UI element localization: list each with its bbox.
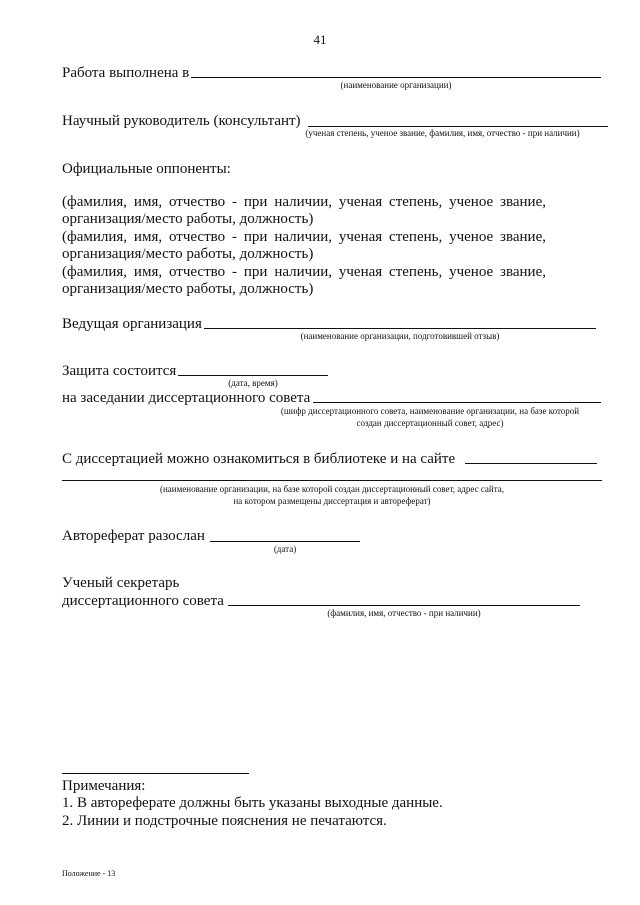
notes-separator xyxy=(62,773,249,774)
leading-org-line xyxy=(204,328,596,329)
defense-label: Защита состоится xyxy=(62,363,177,379)
library-caption-line1: (наименование организации, на базе которой создан диссертационный совет, адрес сайта, xyxy=(159,484,505,494)
secretary-label-line2: диссертационного совета xyxy=(62,593,224,609)
supervisor-line xyxy=(308,126,608,127)
opponent-3-line1: (фамилия, имя, отчество - при наличии, ученая степень, ученое звание, xyxy=(62,264,546,280)
defense-caption: (дата, время) xyxy=(228,378,278,388)
opponent-1-line1: (фамилия, имя, отчество - при наличии, ученая степень, ученое звание, xyxy=(62,194,546,210)
footer-label: Положение - 13 xyxy=(62,869,116,878)
library-line-2 xyxy=(62,480,602,481)
abstract-sent-label: Автореферат разослан xyxy=(62,528,205,544)
opponents-heading: Официальные оппоненты: xyxy=(62,161,231,177)
organization-line xyxy=(191,77,601,78)
library-label: С диссертацией можно ознакомиться в библиотеке и на сайте xyxy=(62,451,456,467)
council-caption-line1: (шифр диссертационного совета, наименование организации, на базе которой xyxy=(280,406,580,416)
opponent-3-line2: организация/место работы, должность) xyxy=(62,281,314,297)
library-line-1 xyxy=(465,463,597,464)
library-caption-line2: на котором размещены диссертация и автореферат) xyxy=(233,496,431,506)
organization-caption: (наименование организации) xyxy=(340,80,452,90)
leading-org-caption: (наименование организации, подготовившей отзыв) xyxy=(300,331,500,341)
leading-org-label: Ведущая организация xyxy=(62,316,202,332)
abstract-sent-line xyxy=(210,541,360,542)
abstract-sent-caption: (дата) xyxy=(273,544,297,554)
note-item-1: 1. В автореферате должны быть указаны выходные данные. xyxy=(62,795,443,811)
secretary-line xyxy=(228,605,580,606)
council-line xyxy=(313,402,601,403)
supervisor-caption: (ученая степень, ученое звание, фамилия, имя, отчество - при наличии) xyxy=(305,128,580,138)
secretary-caption: (фамилия, имя, отчество - при наличии) xyxy=(327,608,481,618)
opponent-2-line1: (фамилия, имя, отчество - при наличии, ученая степень, ученое звание, xyxy=(62,229,546,245)
council-label: на заседании диссертационного совета xyxy=(62,390,311,406)
page-number: 41 xyxy=(313,32,327,47)
opponent-2-line2: организация/место работы, должность) xyxy=(62,246,314,262)
defense-line xyxy=(178,375,328,376)
opponent-1-line2: организация/место работы, должность) xyxy=(62,211,314,227)
organization-label: Работа выполнена в xyxy=(62,65,190,81)
notes-heading: Примечания: xyxy=(62,778,146,794)
note-item-2: 2. Линии и подстрочные пояснения не печатаются. xyxy=(62,813,387,829)
secretary-label-line1: Ученый секретарь xyxy=(62,575,180,591)
supervisor-label: Научный руководитель (консультант) xyxy=(62,113,301,129)
council-caption-line2: создан диссертационный совет, адрес) xyxy=(356,418,504,428)
